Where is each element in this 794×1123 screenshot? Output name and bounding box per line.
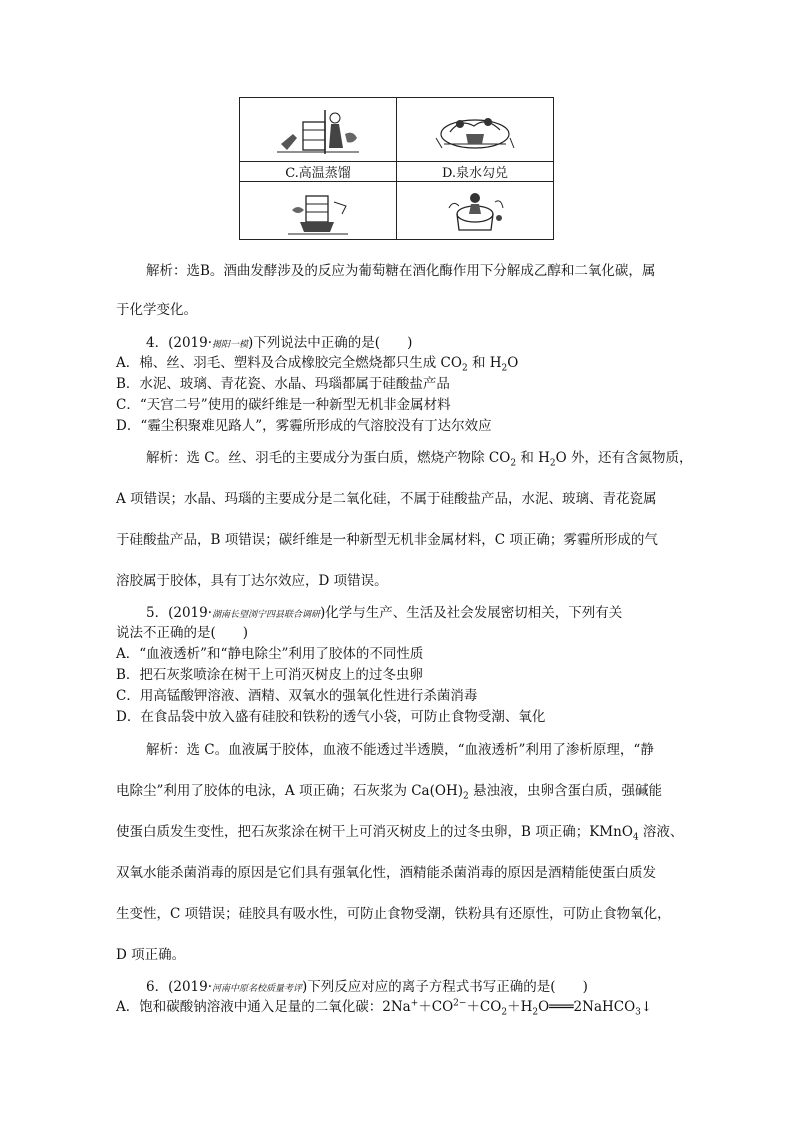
q4-explanation-line-2: A 项错误；水晶、玛瑙的主要成分是二氧化硅，不属于硅酸盐产品，水泥、玻璃、青花瓷属 [116, 491, 657, 507]
q5-explanation-line-6: D 项正确。 [116, 947, 186, 963]
q4-option-b: B．水泥、玻璃、青花瓷、水晶、玛瑙都属于硅酸盐产品 [116, 376, 450, 392]
q5-explanation-line-4: 双氧水能杀菌消毒的原因是它们具有强氧化性，酒精能杀菌消毒的原因是酒精能使蛋白质发 [116, 865, 656, 881]
q4-source: 揭阳一模 [212, 340, 249, 350]
q5-option-a: A．“血液透析”和“静电除尘”利用了胶体的不同性质 [116, 646, 424, 662]
figure-b-image [240, 98, 397, 162]
q6-number: 6．(2019· [146, 979, 213, 995]
q6-option-a: A．饱和碳酸钠溶液中通入足量的二氧化碳：$2Na^++CO^{2-}+CO_2+H_2O═══2NaHCO_3↓$ [116, 998, 653, 1018]
q5-source: 湖南长望浏宁四县联合调研 [212, 610, 321, 620]
q4-explanation-line-1: 解析：选 C。丝、羽毛的主要成分为蛋白质，燃烧产物除 $CO_2$ 和 $H_2O$ 外，还有含氮物质， [146, 450, 693, 469]
q4-stem [146, 331, 794, 351]
q6-stem-text: )下列反应对应的离子方程式书写正确的是( ) [302, 979, 588, 995]
figure-table [239, 97, 554, 240]
q5-stem-text: )化学与生产、生活及社会发展密切相关，下列有关 [320, 605, 623, 621]
figure-d-caption: D.泉水勾兑 [397, 162, 554, 182]
q4-number: 4．(2019· [146, 335, 213, 351]
q5-explanation-line-1: 解析：选 C。血液属于胶体，血液不能透过半透膜，“血液透析”利用了渗析原理，“静 [146, 742, 654, 758]
q5-number: 5．(2019· [146, 605, 213, 621]
q5-stem [146, 601, 794, 621]
q3-explanation-line-1: 解析：选B。酒曲发酵涉及的反应为葡萄糖在酒化酶作用下分解成乙醇和二氧化碳，属 [146, 263, 656, 279]
q5-option-d: D．在食品袋中放入盛有硅胶和铁粉的透气小袋，可防止食物受潮、氧化 [116, 709, 546, 725]
q5-explanation-line-2: 电除尘”利用了胶体的电泳，A 项正确；石灰浆为 $Ca(OH)_2$ 悬浊液，虫卵含蛋白质，强碱能 [116, 783, 663, 802]
q5-explanation-line-5: 生变性，C 项错误；硅胶具有吸水性，可防止食物受潮，铁粉具有还原性，可防止食物氧化， [116, 906, 671, 922]
q4-option-a: A．棉、丝、羽毛、塑料及合成橡胶完全燃烧都只生成 $CO_2$ 和 $H_2O$ [116, 355, 519, 374]
figure-a-image [397, 98, 554, 162]
fermentation-sketch [273, 104, 363, 159]
grain-sketch [430, 104, 520, 159]
q5-option-b: B．把石灰浆喷涂在树干上可消灭树皮上的过冬虫卵 [116, 667, 423, 683]
q4-option-c: C．“天宫二号”使用的碳纤维是一种新型无机非金属材料 [116, 397, 451, 413]
q3-explanation-line-2: 于化学变化。 [116, 302, 197, 318]
q5-explanation-line-3: 使蛋白质发生变性，把石灰浆涂在树干上可消灭树皮上的过冬虫卵，B 项正确；KMnO$_4$ 溶液、 [116, 824, 684, 843]
q5-stem-line-2: 说法不正确的是( ) [116, 625, 249, 641]
figure-c-caption: C.高温蒸馏 [240, 162, 397, 182]
q4-option-d: D．“霾尘积聚难见路人”，雾霾所形成的气溶胶没有丁达尔效应 [116, 418, 492, 434]
q4-stem-text: )下列说法中正确的是( ) [248, 335, 413, 351]
figure-c-image [240, 182, 397, 240]
q6-source: 河南中原名校质量考评 [212, 984, 303, 994]
figure-d-image [397, 182, 554, 240]
distillation-sketch [278, 188, 358, 238]
q4-explanation-line-3: 于硅酸盐产品，B 项错误；碳纤维是一种新型无机非金属材料，C 项正确；雾霾所形成的气 [116, 532, 658, 548]
q4-explanation-line-4: 溶胶属于胶体，具有丁达尔效应，D 项错误。 [116, 573, 388, 589]
q6-stem [146, 975, 794, 995]
blending-sketch [435, 188, 515, 238]
q5-option-c: C．用高锰酸钾溶液、酒精、双氧水的强氧化性进行杀菌消毒 [116, 688, 478, 704]
